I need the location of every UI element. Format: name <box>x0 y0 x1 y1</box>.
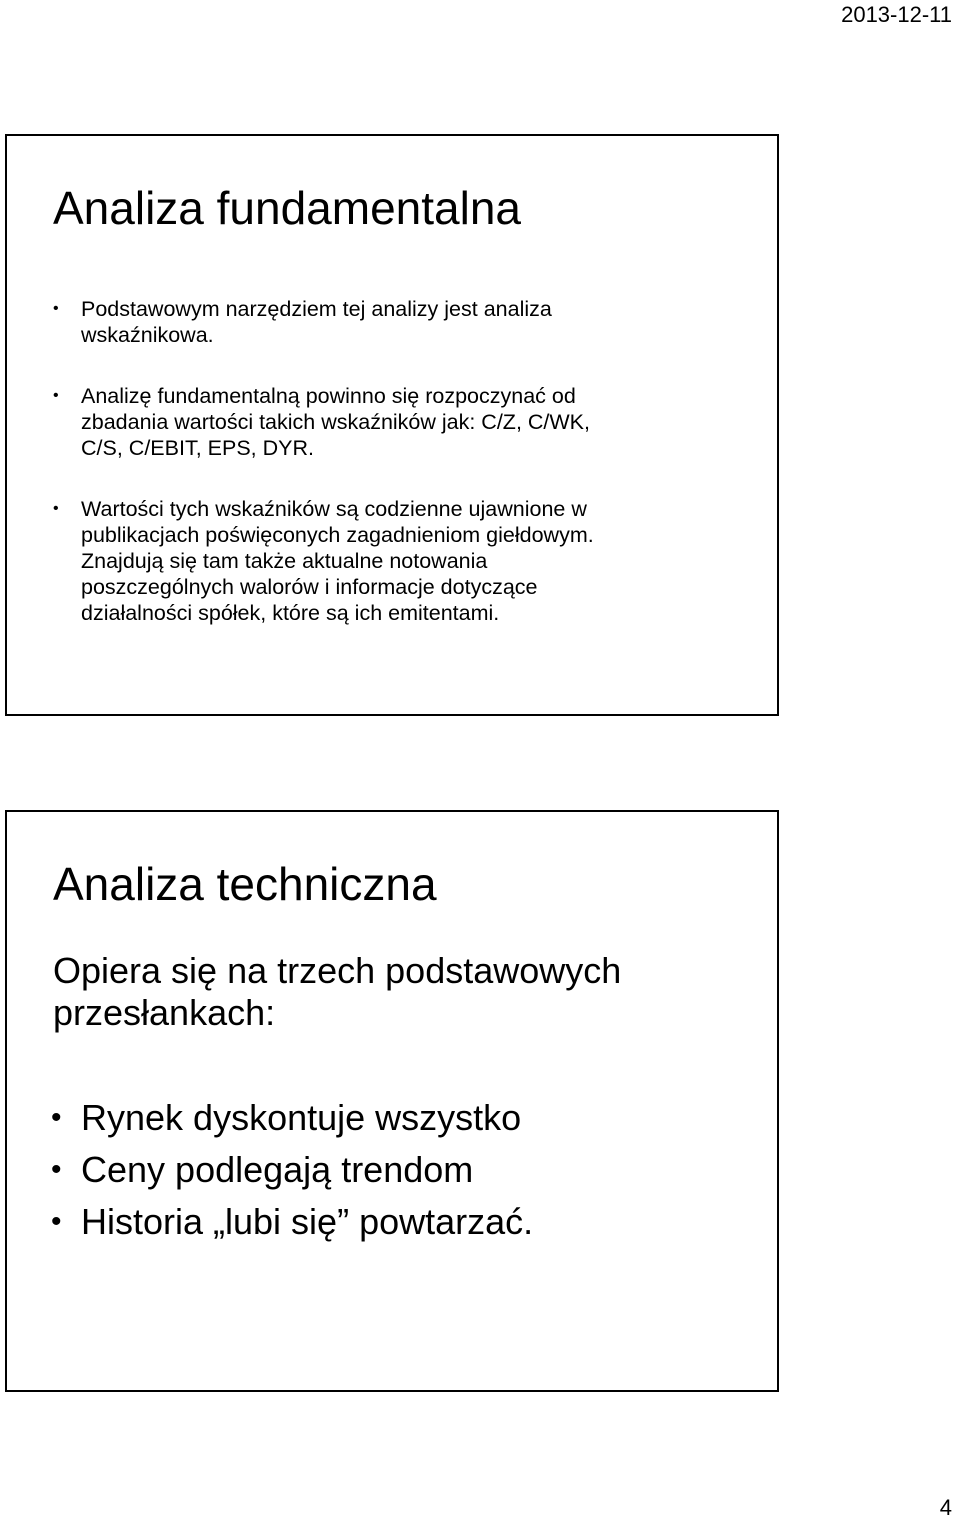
slide-title: Analiza techniczna <box>53 858 437 910</box>
slide-technical-analysis <box>5 810 779 1392</box>
bullet-item <box>53 296 731 348</box>
page-number: 4 <box>939 1495 952 1520</box>
bullet-item <box>53 496 731 626</box>
bullet-item <box>51 1092 741 1144</box>
bullet-text: Ceny podlegają trendom <box>81 1149 474 1190</box>
bullet-text: Historia „lubi się” powtarzać. <box>81 1201 534 1242</box>
bullet-icon: • <box>51 1153 62 1186</box>
bullet-icon: • <box>51 1205 62 1238</box>
bullet-item <box>51 1196 741 1248</box>
bullet-item <box>51 1144 741 1196</box>
bullet-item <box>53 383 731 461</box>
slide-title: Analiza fundamentalna <box>53 182 521 234</box>
bullet-text: Analizę fundamentalną powinno się rozpoczynać od zbadania wartości takich wskaźników jak: C/Z, C/WK, C/S, C/EBIT, EPS, DYR. <box>81 384 590 460</box>
bullet-text: Podstawowym narzędziem tej analizy jest analiza wskaźnikowa. <box>81 297 552 347</box>
page-date: 2013-12-11 <box>841 2 952 27</box>
bullet-text: Rynek dyskontuje wszystko <box>81 1097 522 1138</box>
bullet-icon: • <box>51 1101 62 1134</box>
bullet-text: Wartości tych wskaźników są codzienne ujawnione w publikacjach poświęconych zagadnieniom giełdowym. Znajdują się tam także aktualne notowania poszczególnych walorów i informacje dotyczące działalności spółek, które są ich emitentami. <box>81 497 594 625</box>
bullet-list <box>51 1092 741 1248</box>
bullet-list <box>53 296 731 661</box>
slide-intro: Opiera się na trzech podstawowych przesłankach: <box>53 950 622 1033</box>
slide-fundamental-analysis <box>5 134 779 716</box>
bullet-icon: • <box>53 500 59 517</box>
bullet-icon: • <box>53 387 59 404</box>
bullet-icon: • <box>53 300 59 317</box>
